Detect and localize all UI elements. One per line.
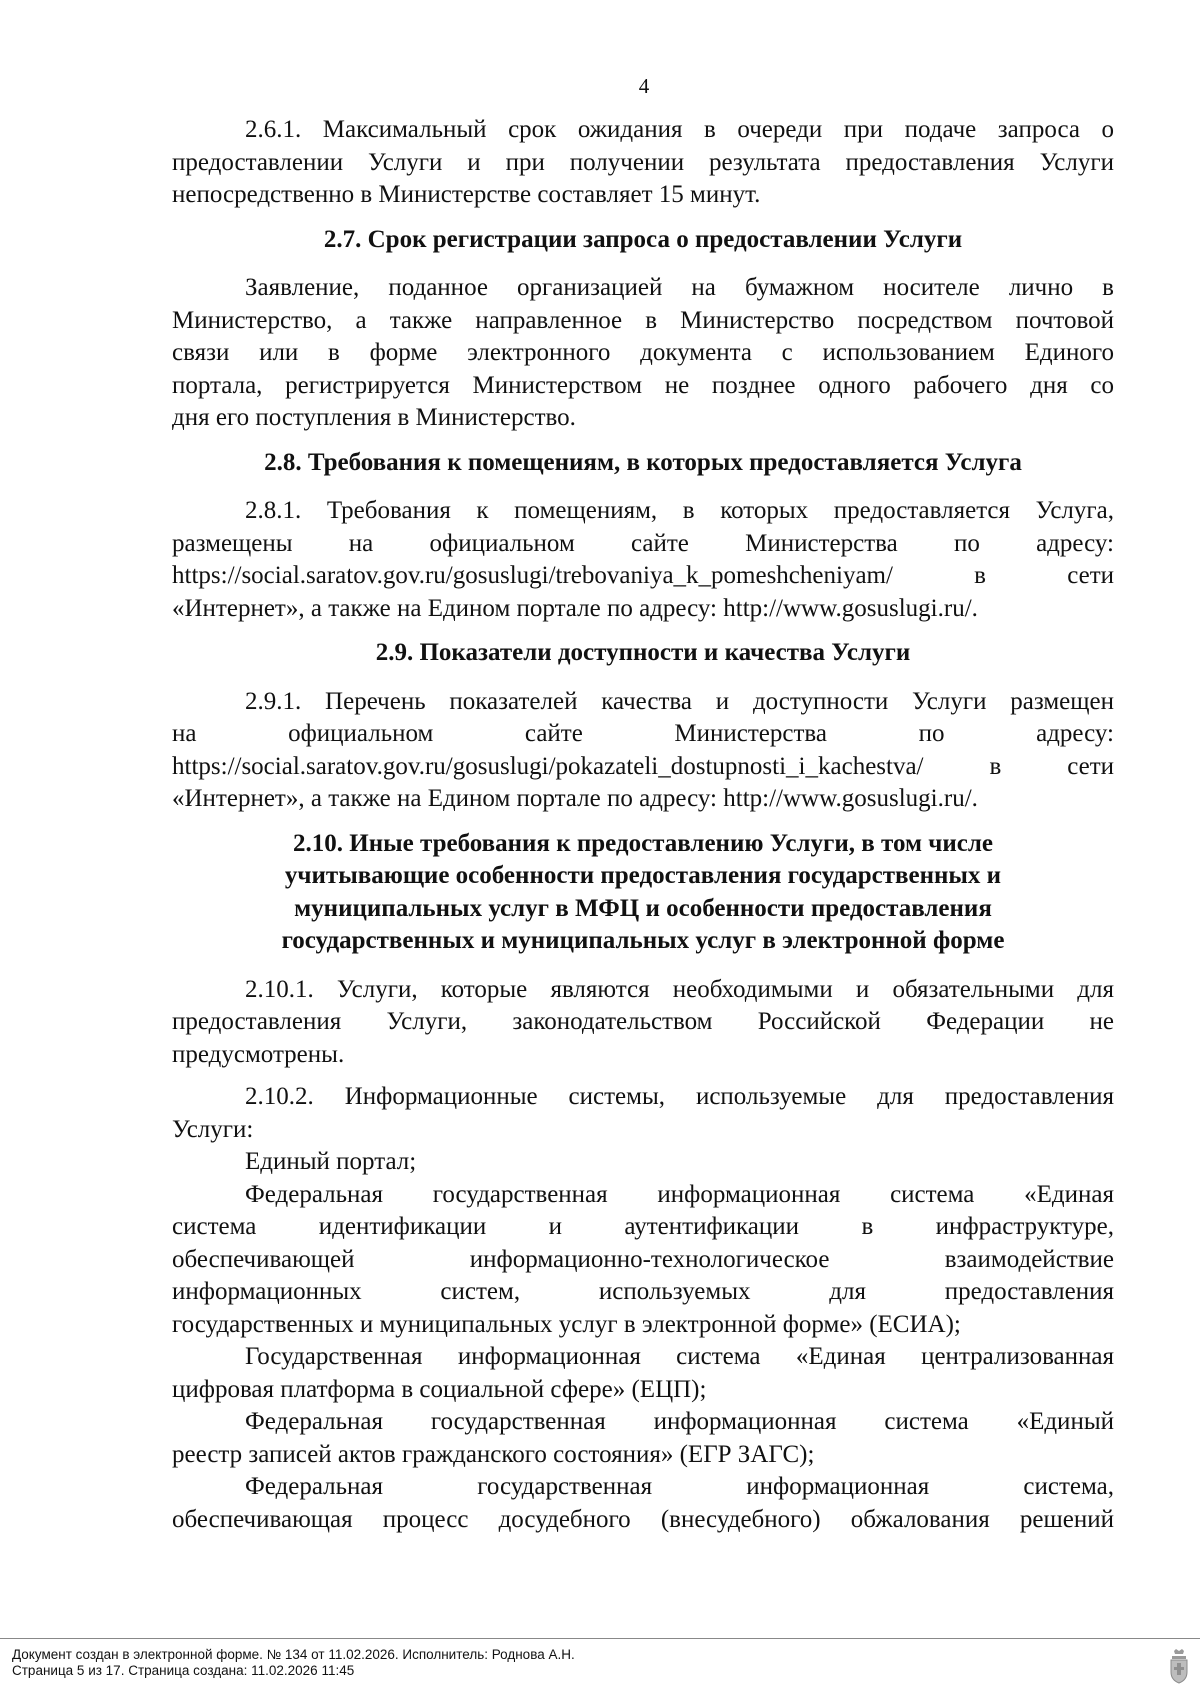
text-line: обеспечивающей информационно-технологическое взаимодействие	[172, 1245, 1114, 1273]
text-line: непосредственно в Министерстве составляет 15 минут.	[172, 181, 761, 208]
text-line: 2.6.1. Максимальный срок ожидания в очереди при подаче запроса о	[245, 116, 1114, 143]
text-line: государственных и муниципальных услуг в электронной форме» (ЕСИА);	[172, 1310, 961, 1338]
text-line: Федеральная государственная информационная система «Единый	[245, 1408, 1114, 1435]
text-line: информационных систем, используемых для предоставления	[172, 1278, 1114, 1305]
paragraph-2-10-2	[172, 1081, 1114, 1146]
list-item-portal	[172, 1146, 1114, 1179]
heading-2-10	[172, 828, 1114, 958]
text-line: 2.9.1. Перечень показателей качества и доступности Услуги размещен	[245, 687, 1114, 715]
text-line: Услуги:	[172, 1115, 254, 1143]
heading-2-7: 2.7. Срок регистрации запроса о предоставлении Услуги	[323, 225, 963, 253]
text-line: реестр записей актов гражданского состояния» (ЕГР ЗАГС);	[172, 1440, 815, 1468]
paragraph-2-9-1	[172, 686, 1114, 816]
heading-line: учитывающие особенности предоставления государственных и	[284, 862, 1002, 889]
text-line: https://social.saratov.gov.ru/gosuslugi/trebovaniya_k_pomeshcheniyam/ в сети	[172, 562, 1114, 589]
footer-divider	[0, 1638, 1200, 1639]
list-item-ecp	[172, 1341, 1114, 1406]
document-footer	[12, 1647, 1112, 1679]
document-body	[172, 114, 1114, 1536]
paragraph-2-6-1	[172, 114, 1114, 212]
text-line: связи или в форме электронного документа с использованием Единого	[172, 339, 1114, 366]
text-line: на официальном сайте Министерства по адресу:	[172, 720, 1114, 747]
heading-line: муниципальных услуг в МФЦ и особенности предоставления	[294, 894, 992, 922]
coat-of-arms-icon	[1168, 1648, 1190, 1684]
heading-line: государственных и муниципальных услуг в электронной форме	[281, 927, 1005, 954]
text-line: Федеральная государственная информационная система,	[245, 1473, 1114, 1500]
text-line: предоставлении Услуги и при получении результата предоставления Услуги	[172, 148, 1114, 176]
text-line: дня его поступления в Министерство.	[172, 404, 576, 431]
text-line: Единый портал;	[245, 1148, 417, 1175]
heading-2-9: 2.9. Показатели доступности и качества Услуги	[375, 639, 911, 666]
text-line: Федеральная государственная информационная система «Единая	[245, 1180, 1114, 1208]
text-line: размещены на официальном сайте Министерства по адресу:	[172, 529, 1114, 557]
text-line: Заявление, поданное организацией на бумажном носителе лично в	[245, 274, 1114, 301]
text-line: предоставления Услуги, законодательством Российской Федерации не	[172, 1008, 1114, 1035]
paragraph-2-10-1	[172, 974, 1114, 1072]
text-line: 2.8.1. Требования к помещениям, в которых предоставляется Услуга,	[245, 497, 1114, 524]
list-item-egr-zags	[172, 1406, 1114, 1471]
page-number: 4	[638, 74, 650, 98]
text-line: 2.10.2. Информационные системы, используемые для предоставления	[245, 1083, 1114, 1110]
heading-2-8: 2.8. Требования к помещениям, в которых предоставляется Услуга	[264, 448, 1022, 476]
text-line: предусмотрены.	[172, 1040, 345, 1068]
text-line: «Интернет», а также на Едином портале по адресу: http://www.gosuslugi.ru/.	[172, 785, 978, 812]
paragraph-2-7	[172, 272, 1114, 435]
text-line: Министерство, а также направленное в Министерство посредством почтовой	[172, 306, 1114, 334]
text-line: Государственная информационная система «Единая централизованная	[245, 1343, 1114, 1370]
paragraph-2-8-1	[172, 495, 1114, 625]
text-line: портала, регистрируется Министерством не позднее одного рабочего дня со	[172, 371, 1114, 399]
heading-line: 2.10. Иные требования к предоставлению Услуги, в том числе	[293, 829, 993, 857]
text-line: https://social.saratov.gov.ru/gosuslugi/pokazateli_dostupnosti_i_kachestva/ в сети	[172, 752, 1114, 780]
footer-line-document-info: Документ создан в электронной форме. № 134 от 11.02.2026. Исполнитель: Роднова А.Н.	[12, 1647, 575, 1662]
footer-line-page-info: Страница 5 из 17. Страница создана: 11.02.2026 11:45	[12, 1663, 355, 1678]
text-line: «Интернет», а также на Едином портале по адресу: http://www.gosuslugi.ru/.	[172, 594, 978, 622]
text-line: цифровая платформа в социальной сфере» (ЕЦП);	[172, 1375, 707, 1403]
text-line: обеспечивающая процесс досудебного (внесудебного) обжалования решений	[172, 1505, 1114, 1533]
text-line: система идентификации и аутентификации в инфраструктуре,	[172, 1213, 1114, 1240]
text-line: 2.10.1. Услуги, которые являются необходимыми и обязательными для	[245, 975, 1114, 1003]
list-item-fgis-appeal	[172, 1471, 1114, 1536]
list-item-esia	[172, 1179, 1114, 1342]
